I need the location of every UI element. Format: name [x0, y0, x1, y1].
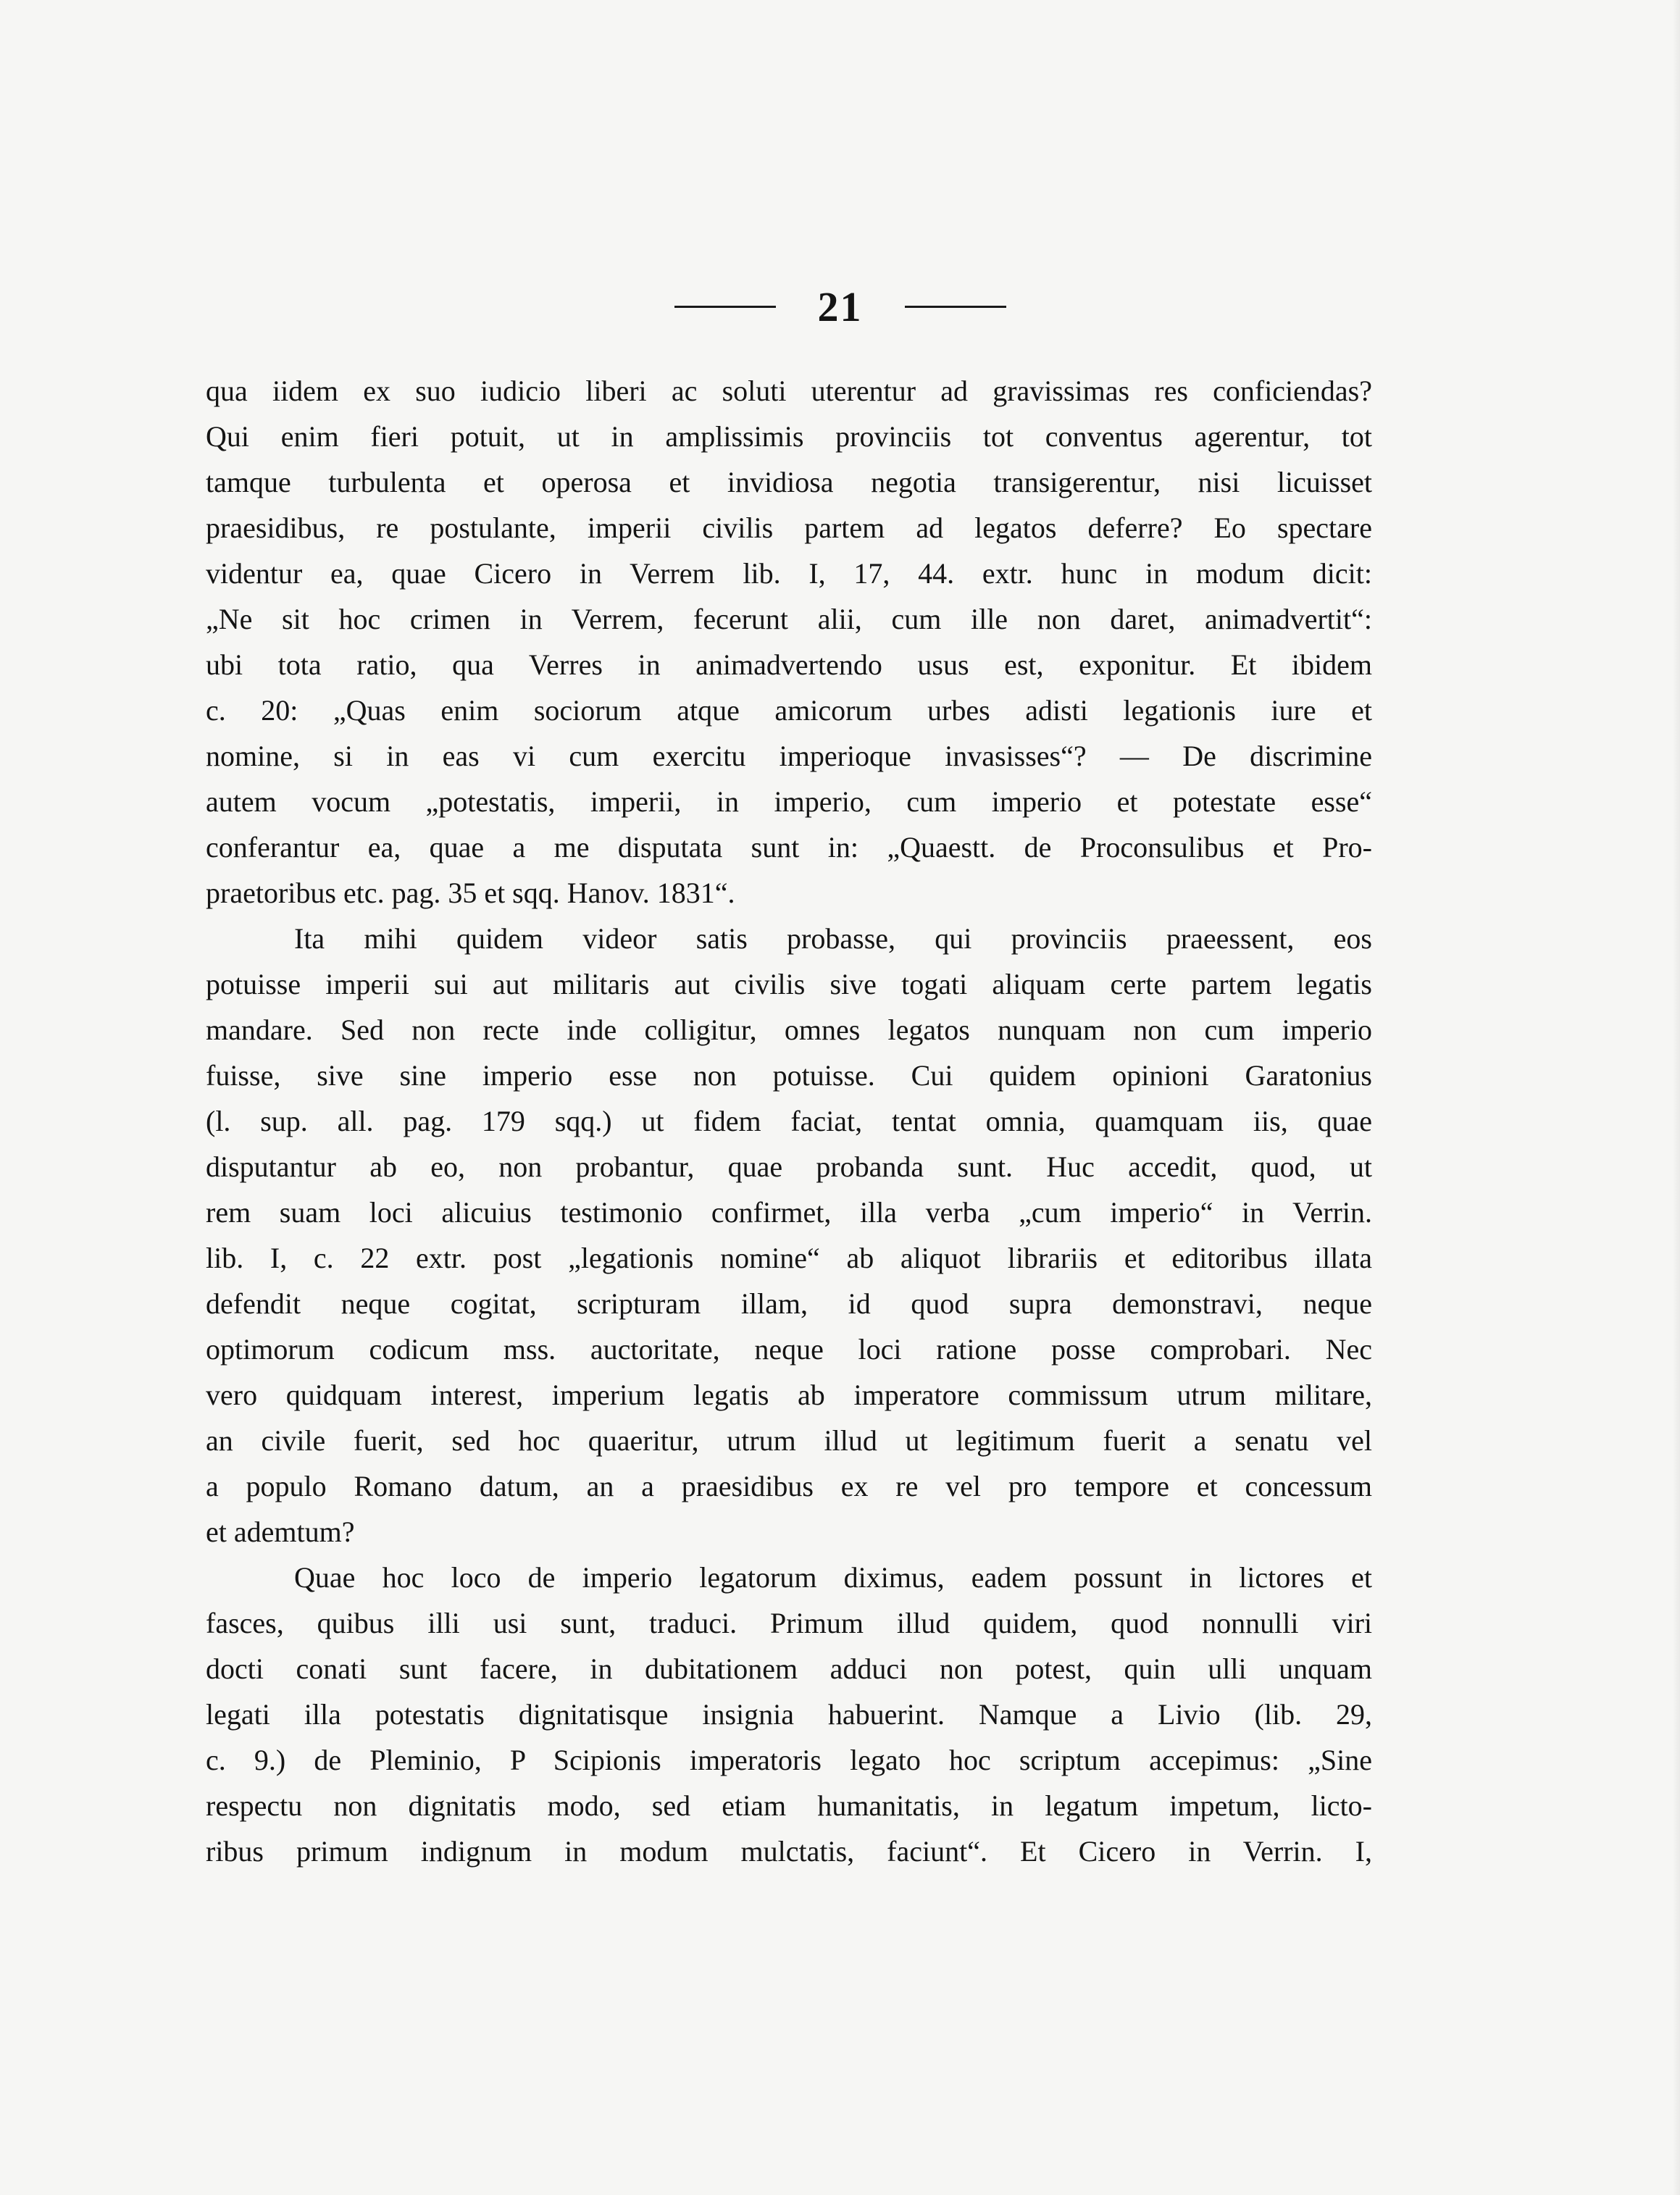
text-line: qua iidem ex suo iudicio liberi ac soluti uterentur ad gravissimas res conficiendas?	[206, 375, 1372, 407]
text-line: disputantur ab eo, non probantur, quae probanda sunt. Huc accedit, quod, ut	[206, 1150, 1372, 1183]
text-line: conferantur ea, quae a me disputata sunt in: „Quaestt. de Proconsulibus et Pro-	[206, 831, 1372, 864]
text-line: videntur ea, quae Cicero in Verrem lib. I, 17, 44. extr. hunc in modum dicit:	[206, 557, 1372, 590]
page-number: 21	[817, 283, 863, 330]
text-line: c. 9.) de Pleminio, P Scipionis imperatoris legato hoc scriptum accepimus: „Sine	[206, 1744, 1372, 1776]
text-line: optimorum codicum mss. auctoritate, neque loci ratione posse comprobari. Nec	[206, 1333, 1372, 1366]
text-line: praesidibus, re postulante, imperii civilis partem ad legatos deferre? Eo spectare	[206, 511, 1372, 544]
text-line: autem vocum „potestatis, imperii, in imperio, cum imperio et potestate esse“	[206, 785, 1372, 818]
text-line: ubi tota ratio, qua Verres in animadvertendo usus est, exponitur. Et ibidem	[206, 648, 1372, 681]
text-line: vero quidquam interest, imperium legatis ab imperatore commissum utrum militare,	[206, 1379, 1372, 1411]
text-line: Ita mihi quidem videor satis probasse, qui provinciis praeessent, eos	[294, 922, 1372, 955]
header-rule-left	[674, 306, 776, 308]
text-line: docti conati sunt facere, in dubitationem adduci non potest, quin ulli unquam	[206, 1652, 1372, 1685]
header-rule-right	[905, 306, 1006, 308]
scan-edge-shadow	[1673, 0, 1680, 2195]
text-line: an civile fuerit, sed hoc quaeritur, utrum illud ut legitimum fuerit a senatu vel	[206, 1424, 1372, 1457]
text-line: tamque turbulenta et operosa et invidiosa negotia transigerentur, nisi licuisset	[206, 466, 1372, 498]
body-text	[206, 368, 1372, 1874]
text-line: Quae hoc loco de imperio legatorum diximus, eadem possunt in lictores et	[294, 1561, 1372, 1594]
text-line: defendit neque cogitat, scripturam illam, id quod supra demonstravi, neque	[206, 1287, 1372, 1320]
text-line: Qui enim fieri potuit, ut in amplissimis provinciis tot conventus agerentur, tot	[206, 420, 1372, 453]
text-line: fuisse, sive sine imperio esse non potuisse. Cui quidem opinioni Garatonius	[206, 1059, 1372, 1092]
text-line: ribus primum indignum in modum mulctatis, faciunt“. Et Cicero in Verrin. I,	[206, 1835, 1372, 1868]
page-header	[0, 281, 1680, 332]
text-line: „Ne sit hoc crimen in Verrem, fecerunt alii, cum ille non daret, animadvertit“:	[206, 603, 1372, 635]
text-line: nomine, si in eas vi cum exercitu imperioque invasisses“? — De discrimine	[206, 740, 1372, 772]
text-line: legati illa potestatis dignitatisque insignia habuerint. Namque a Livio (lib. 29,	[206, 1698, 1372, 1731]
text-line: a populo Romano datum, an a praesidibus ex re vel pro tempore et concessum	[206, 1470, 1372, 1502]
text-line: lib. I, c. 22 extr. post „legationis nomine“ ab aliquot librariis et editoribus illata	[206, 1242, 1372, 1274]
text-line: potuisse imperii sui aut militaris aut civilis sive togati aliquam certe partem legatis	[206, 968, 1372, 1000]
text-line: respectu non dignitatis modo, sed etiam humanitatis, in legatum impetum, licto-	[206, 1789, 1372, 1822]
text-line: mandare. Sed non recte inde colligitur, omnes legatos nunquam non cum imperio	[206, 1013, 1372, 1046]
text-line: c. 20: „Quas enim sociorum atque amicorum urbes adisti legationis iure et	[206, 694, 1372, 727]
text-line: rem suam loci alicuius testimonio confirmet, illa verba „cum imperio“ in Verrin.	[206, 1196, 1372, 1229]
text-line: praetoribus etc. pag. 35 et sqq. Hanov. 1831“.	[206, 877, 735, 909]
text-line: et ademtum?	[206, 1515, 355, 1548]
text-line: (l. sup. all. pag. 179 sqq.) ut fidem faciat, tentat omnia, quamquam iis, quae	[206, 1105, 1372, 1137]
text-line: fasces, quibus illi usi sunt, traduci. Primum illud quidem, quod nonnulli viri	[206, 1607, 1372, 1639]
